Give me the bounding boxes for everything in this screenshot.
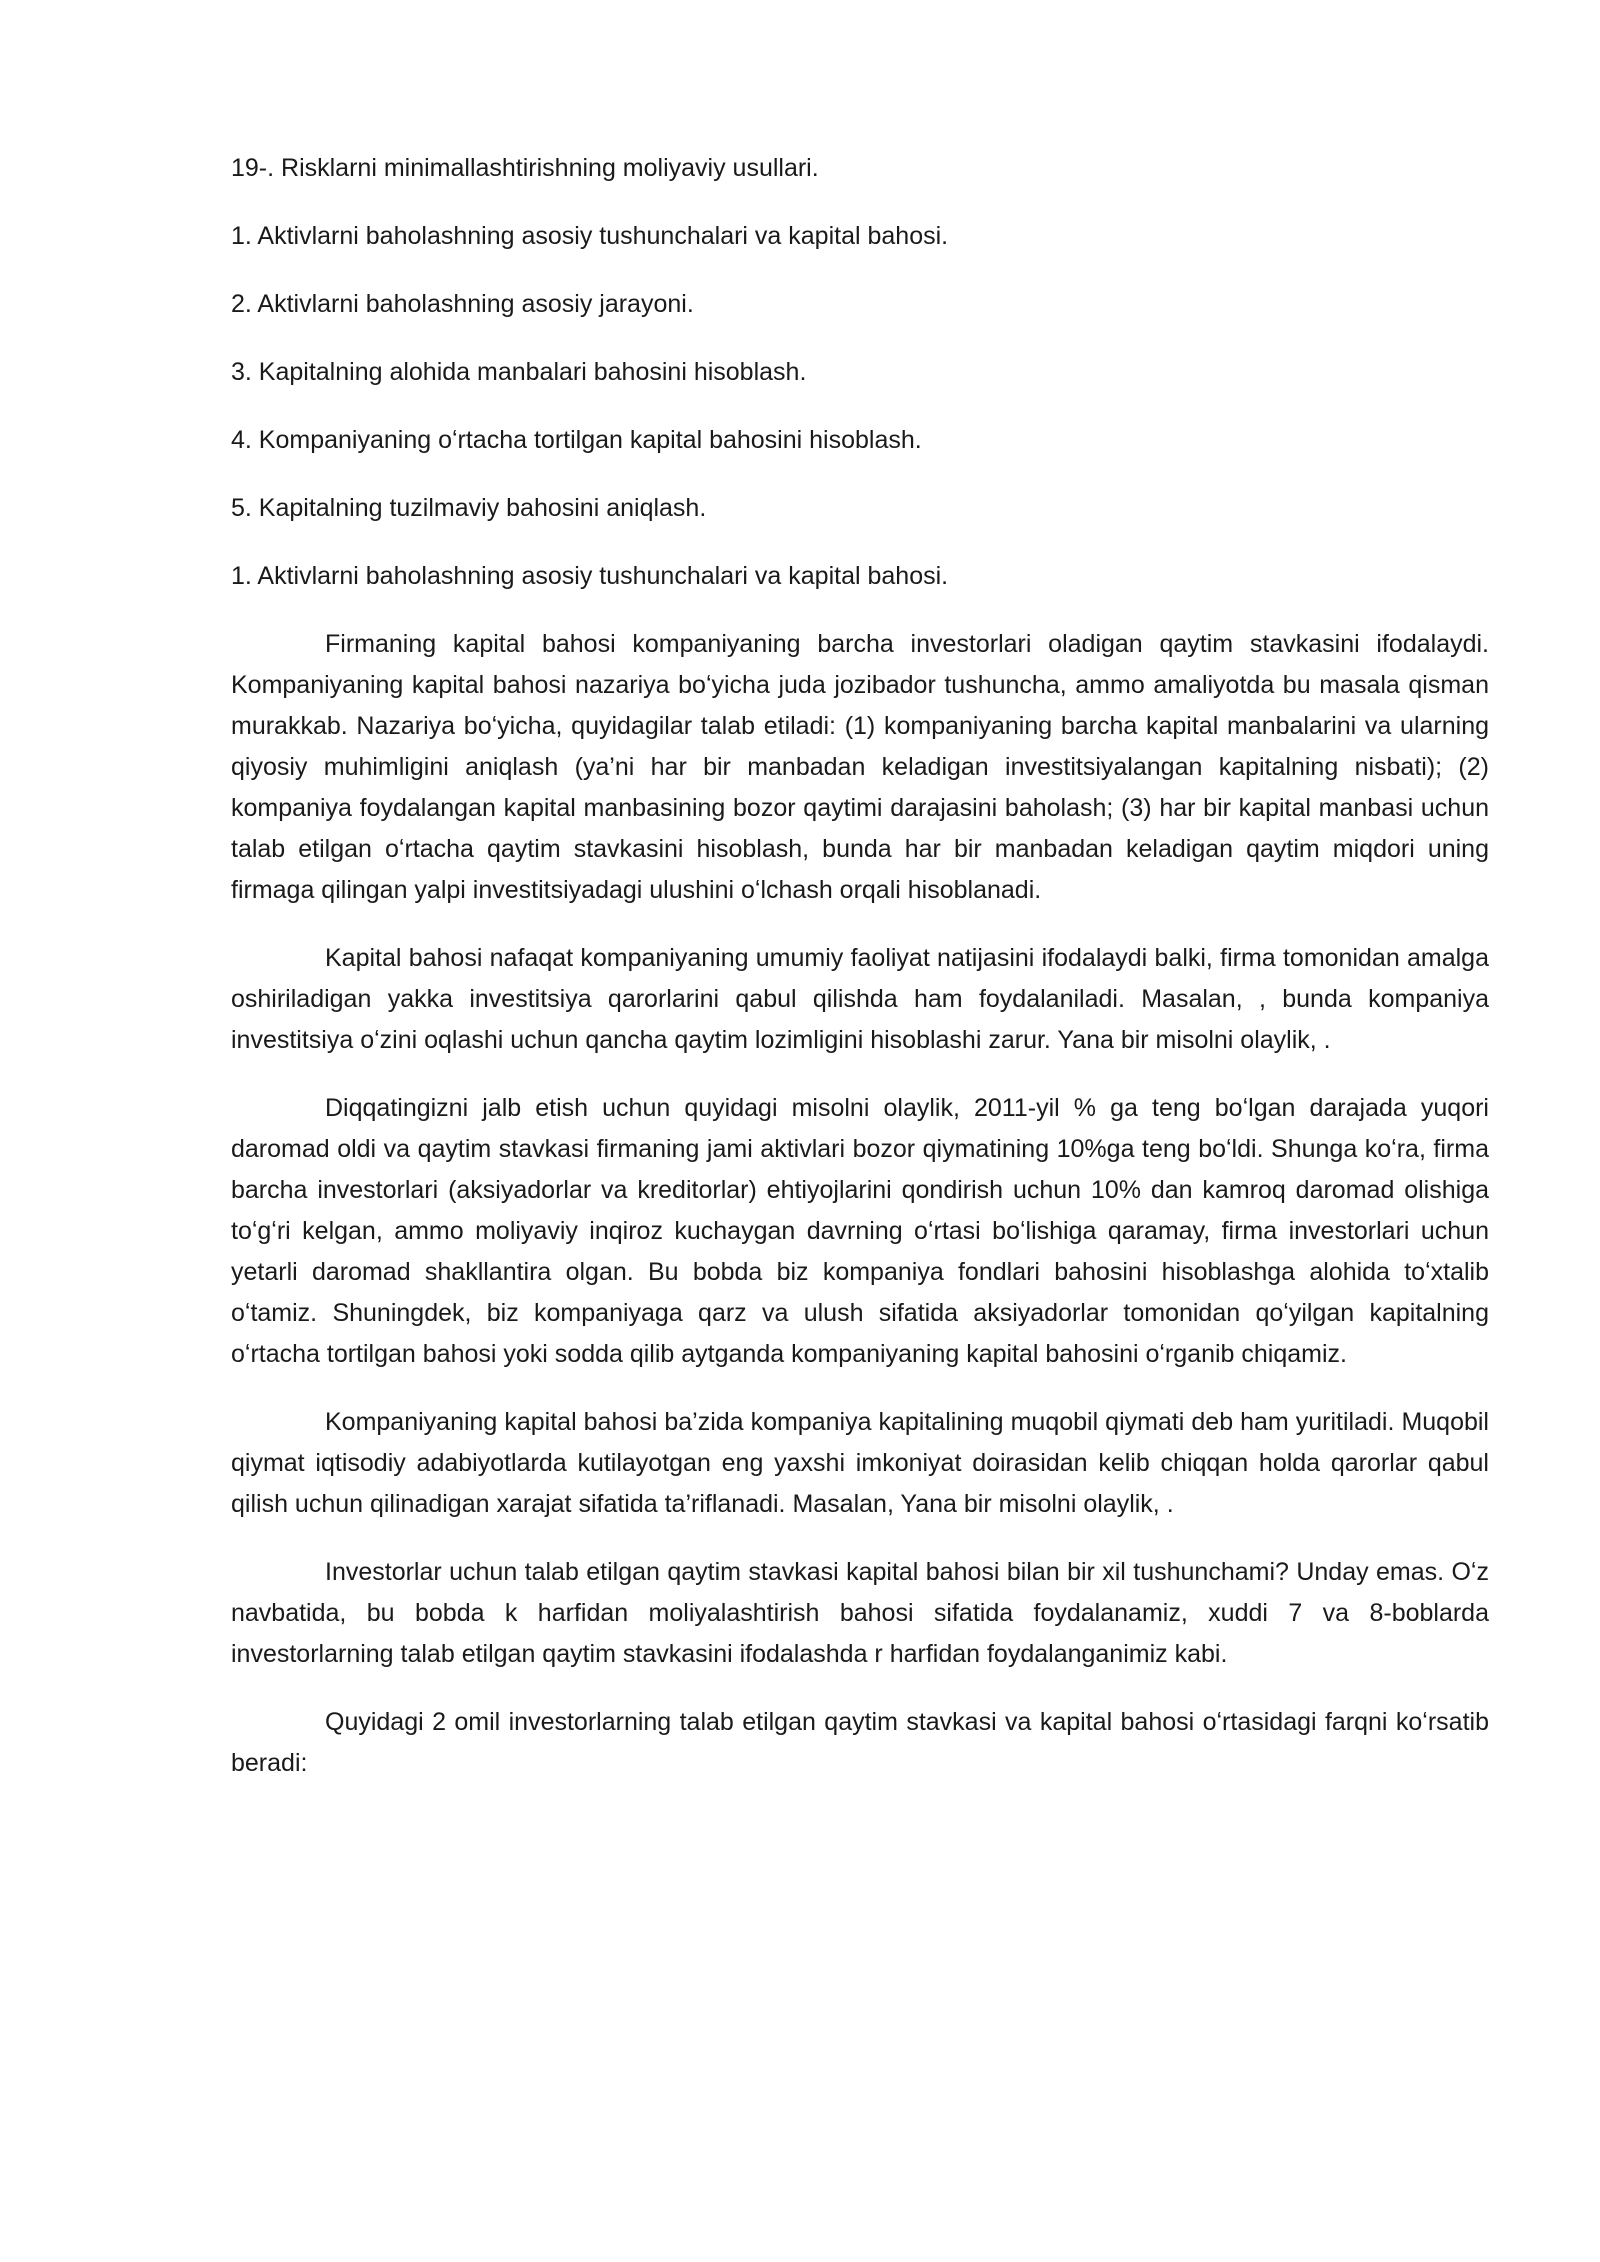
body-paragraph-2: Kapital bahosi nafaqat kompaniyaning umumiy faoliyat natijasini ifodalaydi balki, firma tomonidan amalga oshiriladigan yakka investitsiya qarorlarini qabul qilishda ham foydalaniladi. Masalan, , bunda kompaniya investitsiya oʻzini oqlashi uchun qancha qaytim lozimligini hisoblashi zarur. Yana bir misolni olaylik, . — [231, 944, 1489, 1054]
outline-item-1: 1. Aktivlarni baholashning asosiy tushunchalari va kapital bahosi. — [231, 222, 949, 250]
body-paragraph-3: Diqqatingizni jalb etish uchun quyidagi misolni olaylik, 2011-yil % ga teng boʻlgan darajada yuqori daromad oldi va qaytim stavkasi firmaning jami aktivlari bozor qiymatining 10%ga teng boʻldi. Shunga koʻra, firma barcha investorlari (aksiyadorlar va kreditorlar) ehtiyojlarini qondirish uchun 10% dan kamroq daromad olishiga toʻgʻri kelgan, ammo moliyaviy inqiroz kuchaygan davrning oʻrtasi boʻlishiga qaramay, firma investorlari uchun yetarli daromad shakllantira olgan. Bu bobda biz kompaniya fondlari bahosini hisoblashga alohida toʻxtalib oʻtamiz. Shuningdek, biz kompaniyaga qarz va ulush sifatida aksiyadorlar tomonidan qoʻyilgan kapitalning oʻrtacha tortilgan bahosi yoki sodda qilib aytganda kompaniyaning kapital bahosini oʻrganib chiqamiz. — [231, 1094, 1489, 1368]
document-page — [231, 148, 1489, 1811]
body-paragraph-5: Investorlar uchun talab etilgan qaytim stavkasi kapital bahosi bilan bir xil tushunchami? Unday emas. Oʻz navbatida, bu bobda k harfidan moliyalashtirish bahosi sifatida foydalanamiz, xuddi 7 va 8-boblarda investorlarning talab etilgan qaytim stavkasini ifodalashda r harfidan foydalanganimiz kabi. — [231, 1558, 1489, 1668]
outline-item-5: 5. Kapitalning tuzilmaviy bahosini aniqlash. — [231, 494, 707, 522]
outline-item-4: 4. Kompaniyaning oʻrtacha tortilgan kapital bahosini hisoblash. — [231, 426, 922, 454]
body-paragraph-6: Quyidagi 2 omil investorlarning talab etilgan qaytim stavkasi va kapital bahosi oʻrtasidagi farqni koʻrsatib beradi: — [231, 1708, 1489, 1777]
outline-item-2: 2. Aktivlarni baholashning asosiy jarayoni. — [231, 290, 694, 318]
body-paragraph-4: Kompaniyaning kapital bahosi ba’zida kompaniya kapitalining muqobil qiymati deb ham yuritiladi. Muqobil qiymat iqtisodiy adabiyotlarda kutilayotgan eng yaxshi imkoniyat doirasidan kelib chiqqan holda qarorlar qabul qilish uchun qilinadigan xarajat sifatida ta’riflanadi. Masalan, Yana bir misolni olaylik, . — [231, 1408, 1489, 1518]
body-paragraph-1: Firmaning kapital bahosi kompaniyaning barcha investorlari oladigan qaytim stavkasini ifodalaydi. Kompaniyaning kapital bahosi nazariya boʻyicha juda jozibador tushuncha, ammo amaliyotda bu masala qisman murakkab. Nazariya boʻyicha, quyidagilar talab etiladi: (1) kompaniyaning barcha kapital manbalarini va ularning qiyosiy muhimligini aniqlash (ya’ni har bir manbadan keladigan investitsiyalangan kapitalning nisbati); (2) kompaniya foydalangan kapital manbasining bozor qaytimi darajasini baholash; (3) har bir kapital manbasi uchun talab etilgan oʻrtacha qaytim stavkasini hisoblash, bunda har bir manbadan keladigan qaytim miqdori uning firmaga qilingan yalpi investitsiyadagi ulushini oʻlchash orqali hisoblanadi. — [231, 630, 1489, 904]
section-heading: 1. Aktivlarni baholashning asosiy tushunchalari va kapital bahosi. — [231, 562, 949, 590]
document-title: 19-. Risklarni minimallashtirishning moliyaviy usullari. — [231, 154, 819, 182]
outline-item-3: 3. Kapitalning alohida manbalari bahosini hisoblash. — [231, 358, 807, 386]
